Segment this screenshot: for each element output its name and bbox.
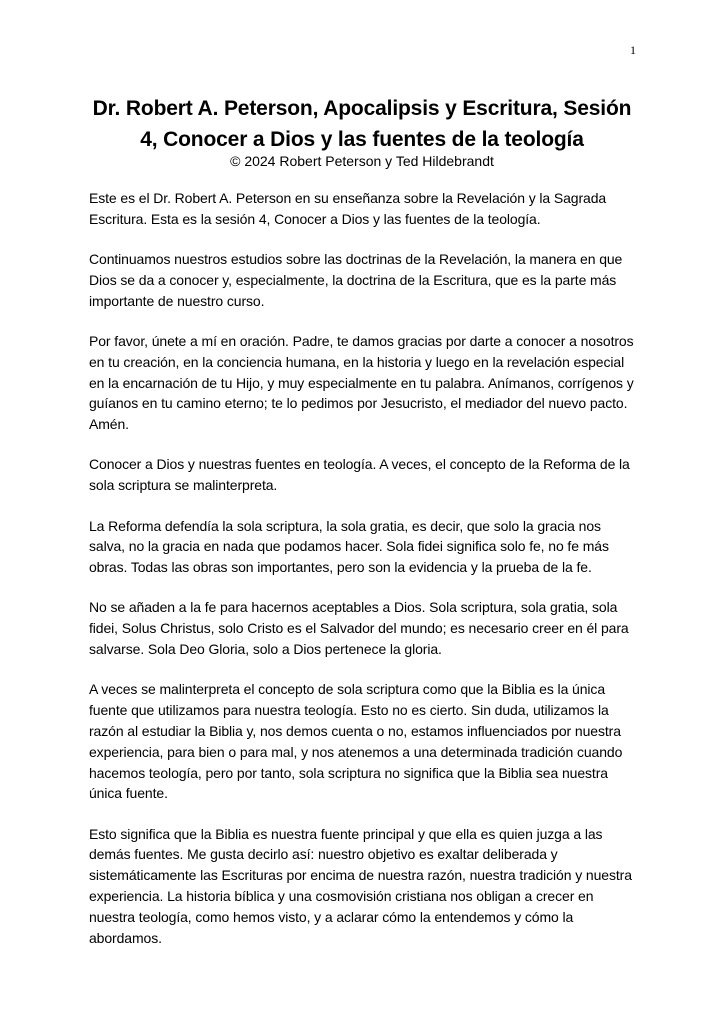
page-number: 1 bbox=[630, 43, 636, 57]
paragraph-misinterpretation: A veces se malinterpreta el concepto de sola scriptura como que la Biblia es la única fuente que utilizamos para nuestra teología. Esto no es cierto. Sin duda, utilizamos la razón al estudiar la Biblia y, nos demos cuenta o no, estamos influenciados por nuestra experiencia, para bien o para mal, y nos atenemos a una determinada tradición cuando hacemos teología, pero por tanto, sola scriptura no significa que la Biblia sea nuestra única fuente. bbox=[89, 681, 623, 802]
paragraph-reformation: La Reforma defendía la sola scriptura, la sola gratia, es decir, que solo la gracia nos salva, no la gracia en nada que podamos hacer. Sola fidei significa solo fe, no fe más obras. Todas las obras son importantes, pero son la evidencia y la prueba de la fe. bbox=[89, 517, 609, 576]
paragraph-continuation: Continuamos nuestros estudios sobre las doctrinas de la Revelación, la manera en que Dios se da a conocer y, especialmente, la doctrina de la Escritura, que es la parte más importante de nuestro curso. bbox=[89, 251, 623, 309]
paragraph-solas: No se añaden a la fe para hacernos aceptables a Dios. Sola scriptura, sola gratia, sola fidei, Solus Christus, solo Cristo es el Salvador del mundo; es necesario creer en él para salvarse. Sola Deo Gloria, solo a Dios pertenece la gloria. bbox=[89, 599, 629, 658]
paragraph-topic: Conocer a Dios y nuestras fuentes en teología. A veces, el concepto de la Reforma de la sola scriptura se malinterpreta. bbox=[89, 456, 630, 494]
document-title: Dr. Robert A. Peterson, Apocalipsis y Escritura, Sesión 4, Conocer a Dios y las fuentes de la teología bbox=[92, 97, 632, 151]
copyright-line: © 2024 Robert Peterson y Ted Hildebrandt bbox=[230, 153, 494, 169]
paragraph-intro: Este es el Dr. Robert A. Peterson en su enseñanza sobre la Revelación y la Sagrada Escritura. Esta es la sesión 4, Conocer a Dios y las fuentes de la teología. bbox=[89, 190, 607, 227]
paragraph-prayer: Por favor, únete a mí en oración. Padre, te damos gracias por darte a conocer a nosotros en tu creación, en la conciencia humana, en la historia y luego en la revelación especial en la encarnación de tu Hijo, y muy especialmente en tu palabra. Anímanos, corrígenos y guíanos en tu camino eterno; te lo pedimos por Jesucristo, el mediador del nuevo pacto. Amén. bbox=[89, 332, 634, 433]
document-body bbox=[89, 188, 637, 968]
paragraph-primary-source: Esto significa que la Biblia es nuestra fuente principal y que ella es quien juzga a las demás fuentes. Me gusta decirlo así: nuestro objetivo es exaltar deliberada y sistemáticamente las Escrituras por encima de nuestra razón, nuestra tradición y nuestra experiencia. La historia bíblica y una cosmovisión cristiana nos obligan a crecer en nuestra teología, como hemos visto, y a aclarar cómo la entendemos y cómo la abordamos. bbox=[89, 825, 632, 946]
